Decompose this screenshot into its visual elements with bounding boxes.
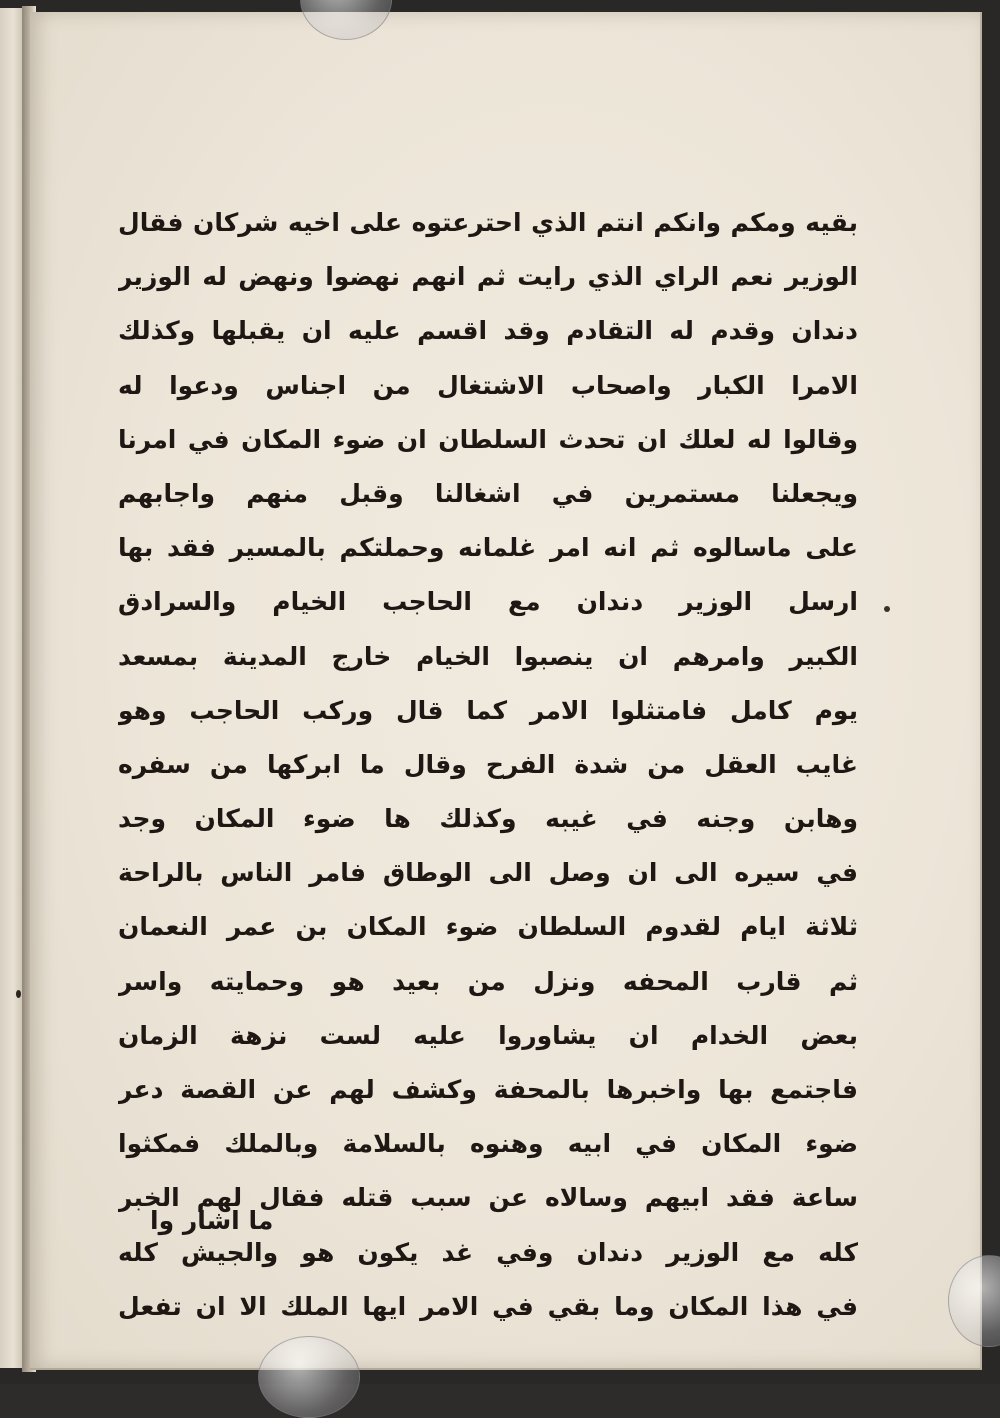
text-line: الوزير نعم الراي الذي رايت ثم انهم نهضوا ونهض له الوزير [118,262,858,292]
text-line: في هذا المكان وما بقي في الامر ايها الملك الا ان تفعل [118,1291,858,1321]
text-line: يوم كامل فامتثلوا الامر كما قال وركب الحاجب وهو [118,695,858,725]
text-line: غايب العقل من شدة الفرح وقال ما ابركها من سفره [118,749,858,779]
page-clip-bottom [258,1336,360,1418]
text-line: في سيره الى ان وصل الى الوطاق فامر الناس بالراحة [118,858,858,888]
text-line: ويجعلنا مستمرين في اشغالنا وقبل منهم واجابهم [118,478,858,508]
text-line: الكبير وامرهم ان ينصبوا الخيام خارج المدينة بمسعد [118,641,858,671]
text-line: ثلاثة ايام لقدوم السلطان ضوء المكان بن عمر النعمان [118,912,858,942]
text-line: ثم قارب المحفه ونزل من بعيد هو وحمايته واسر [118,966,858,996]
text-line: ساعة فقد ابيهم وسالاه عن سبب قتله فقال لهم الخبر [118,1183,858,1213]
text-line: وقالوا له لعلك ان تحدث السلطان ان ضوء المكان في امرنا [118,424,858,454]
catchword: ما اشار وا [150,1206,274,1235]
text-line: على ماسالوه ثم انه امر غلمانه وحملتكم بالمسير فقد بها [118,533,858,563]
text-line: فاجتمع بها واخبرها بالمحفة وكشف لهم عن القصة دعر [118,1075,858,1104]
text-line: دندان وقدم له التقادم وقد اقسم عليه ان يقبلها وكذلك [118,316,858,346]
text-line: ضوء المكان في ابيه وهنوه بالسلامة وبالملك فمكثوا [118,1129,858,1159]
ink-mark [16,990,21,998]
text-line: بقيه ومكم وانكم انتم الذي احترعتوه على اخيه شركان فقال [118,208,858,237]
facing-page-edge [0,8,23,1368]
text-line: بعض الخدام ان يشاوروا عليه لست نزهة الزمان [118,1020,858,1050]
manuscript-text-block [118,196,858,1334]
text-line: الامرا الكبار واصحاب الاشتغال من اجناس ودعوا له [118,370,858,400]
text-line: كله مع الوزير دندان وفي غد يكون هو والجيش كله [118,1237,858,1267]
text-line: وهابن وجنه في غيبه وكذلك ها ضوء المكان وجد [118,804,858,834]
ink-mark [884,606,890,612]
text-line: ارسل الوزير دندان مع الحاجب الخيام والسرادق [118,587,858,617]
